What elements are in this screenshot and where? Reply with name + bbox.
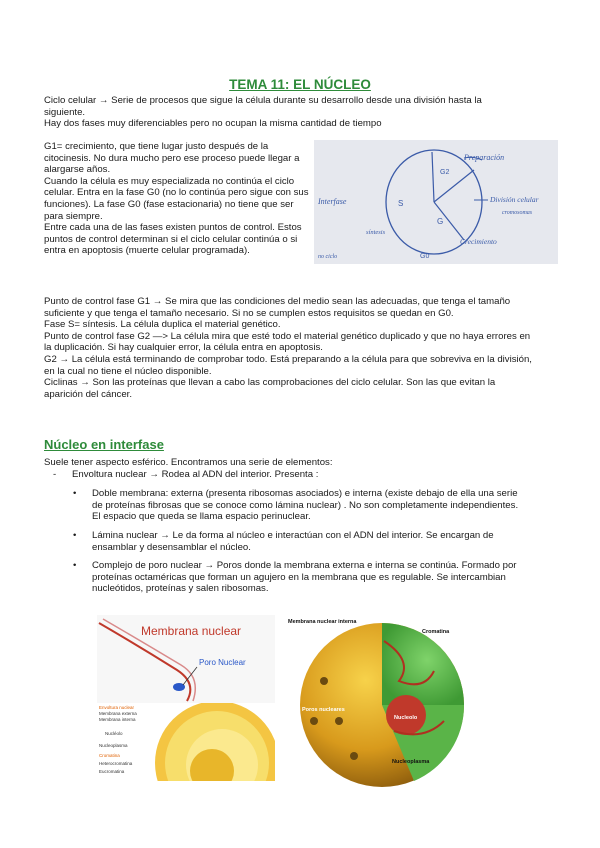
- sphere-label: Nucleoplasma: [392, 759, 430, 765]
- paragraph: G2 → La célula está terminando de comprobar todo. Está preparando a la célula para que sobreviva en la división, en la cual no tiene el núcleo disponible.: [44, 353, 532, 377]
- label-crecimiento: Crecimiento: [460, 237, 497, 246]
- paragraph: G1= crecimiento, que tiene lugar justo después de la citocinesis. No dura mucho pero ese proceso puede llegar a alargarse años.: [44, 141, 300, 176]
- cross-label: Nucleoplasma: [99, 743, 128, 748]
- label-g0: G0: [420, 253, 430, 260]
- cross-label: Heterocromatina: [99, 761, 133, 766]
- cross-label: Nucléolo: [105, 731, 123, 736]
- membrana-label: Membrana nuclear: [141, 624, 242, 638]
- bullet-text: Complejo de poro nuclear → Poros donde la membrana externa e interna se continúa. Formado por proteínas octaméricas que forman un agujero en la membrana que es regulable. Se intercambian nucleótidos, proteínas y salen ribosomas.: [92, 560, 517, 595]
- pore-dot: [310, 717, 318, 725]
- sphere-cutaway: [382, 623, 464, 705]
- cross-label: Membrana externa: [99, 711, 137, 716]
- dash-marker: -: [53, 469, 57, 480]
- label-cromosomas: cromosomas: [502, 210, 533, 216]
- left-column-block: [44, 141, 309, 257]
- pore-dot: [320, 677, 328, 685]
- sphere-label: Nucleolo: [394, 715, 418, 721]
- sphere-label: Membrana nuclear interna: [288, 619, 357, 625]
- paragraph: Punto de control fase G2 —> La célula mira que esté todo el material genético duplicado y que no haya errores en la duplicación. Si hay cualquier error, la célula entra en apoptosis.: [44, 330, 531, 354]
- section-heading: Núcleo en interfase: [44, 437, 164, 452]
- bullet-text: Lámina nuclear → Le da forma al núcleo e interactúan con el ADN del interior. Se encargan de ensamblar y desensamblar el núcleo.: [92, 530, 494, 553]
- cross-section-drawing: [97, 703, 275, 781]
- sub-bullet: [73, 530, 522, 553]
- bullet-text: Envoltura nuclear → Rodea al ADN del interior. Presenta :: [72, 469, 319, 480]
- nucleus-sphere-figure: [284, 611, 480, 789]
- bullet-envoltura: [53, 469, 532, 481]
- sphere-drawing: [284, 611, 480, 789]
- bullet-marker: •: [73, 560, 77, 571]
- paragraph: Ciclo celular → Serie de procesos que sigue la célula durante su desarrollo desde una división hasta la siguiente.: [44, 95, 482, 118]
- membrane-drawing: [97, 615, 275, 703]
- paragraph: Entre cada una de las fases existen puntos de control. Estos puntos de control determinan si el ciclo celular continúa o si entra en apoptosis (muerte celular programada).: [44, 222, 302, 257]
- sphere-label: Poros nucleares: [302, 707, 345, 713]
- cross-label: Membrana interna: [99, 717, 136, 722]
- paragraph: Ciclinas → Son las proteínas que llevan a cabo las comprobaciones del ciclo celular. Son las que evitan la aparición del cáncer.: [44, 377, 496, 400]
- label-s: S: [398, 199, 404, 208]
- sub-bullet: [73, 560, 522, 595]
- paragraph: Punto de control fase G1 → Se mira que las condiciones del medio sean las adecuadas, que tenga el tamaño suficiente y que tenga el tamaño necesario. Si no se cumplen estos requisitos se quedan en G0.: [44, 296, 511, 319]
- bullet-marker: •: [73, 530, 77, 541]
- label-no-ciclo: no ciclo: [318, 254, 338, 260]
- bullet-text: Doble membrana: externa (presenta ribosomas asociados) e interna (existe debajo de ella una serie de proteínas fibrosas que se conoce como lámina nuclear) . No son completamente independientes. El espacio que queda se llama espacio perinuclear.: [92, 488, 519, 523]
- label-sintesis: síntesis: [366, 229, 386, 236]
- label-preparacion: Preparación: [464, 153, 505, 162]
- label-g: G: [437, 217, 444, 226]
- pore-dot: [335, 717, 343, 725]
- cell-cycle-diagram: [314, 140, 558, 264]
- paragraph: Fase S= síntesis. La célula duplica el material genético.: [44, 319, 281, 331]
- membrane-figure: [97, 615, 275, 703]
- label-interfase: Interfase: [318, 197, 347, 206]
- sphere-label: Cromatina: [422, 629, 450, 635]
- bullet-marker: •: [73, 488, 77, 499]
- poro-label: Poro Nuclear: [199, 658, 246, 667]
- label-division: División celular: [490, 195, 539, 204]
- cross-section-figure: [97, 703, 275, 781]
- section-lead: Suele tener aspecto esférico. Encontramos una serie de elementos:: [44, 457, 333, 468]
- paragraph: Hay dos fases muy diferenciables pero no ocupan la misma cantidad de tiempo: [44, 118, 382, 130]
- pore-dot: [350, 752, 358, 760]
- sub-bullet: [73, 488, 522, 523]
- label-g2: G2: [440, 169, 450, 176]
- cell-cycle-drawing: [314, 140, 558, 264]
- paragraph: Cuando la célula es muy especializada no continúa el ciclo celular. Entra en la fase G0 (no lo continúa pero sigue con sus funciones). La fase G0 (fase estacionaria) no tiene que ser para siempre.: [44, 175, 309, 222]
- cross-label: Envoltura nuclear: [99, 705, 135, 710]
- cross-label: Cromatina: [99, 753, 120, 758]
- intro-block: [44, 95, 514, 130]
- body-block: [44, 296, 534, 400]
- page-title: TEMA 11: EL NÚCLEO: [229, 77, 371, 92]
- cross-label: Eucromatina: [99, 769, 125, 774]
